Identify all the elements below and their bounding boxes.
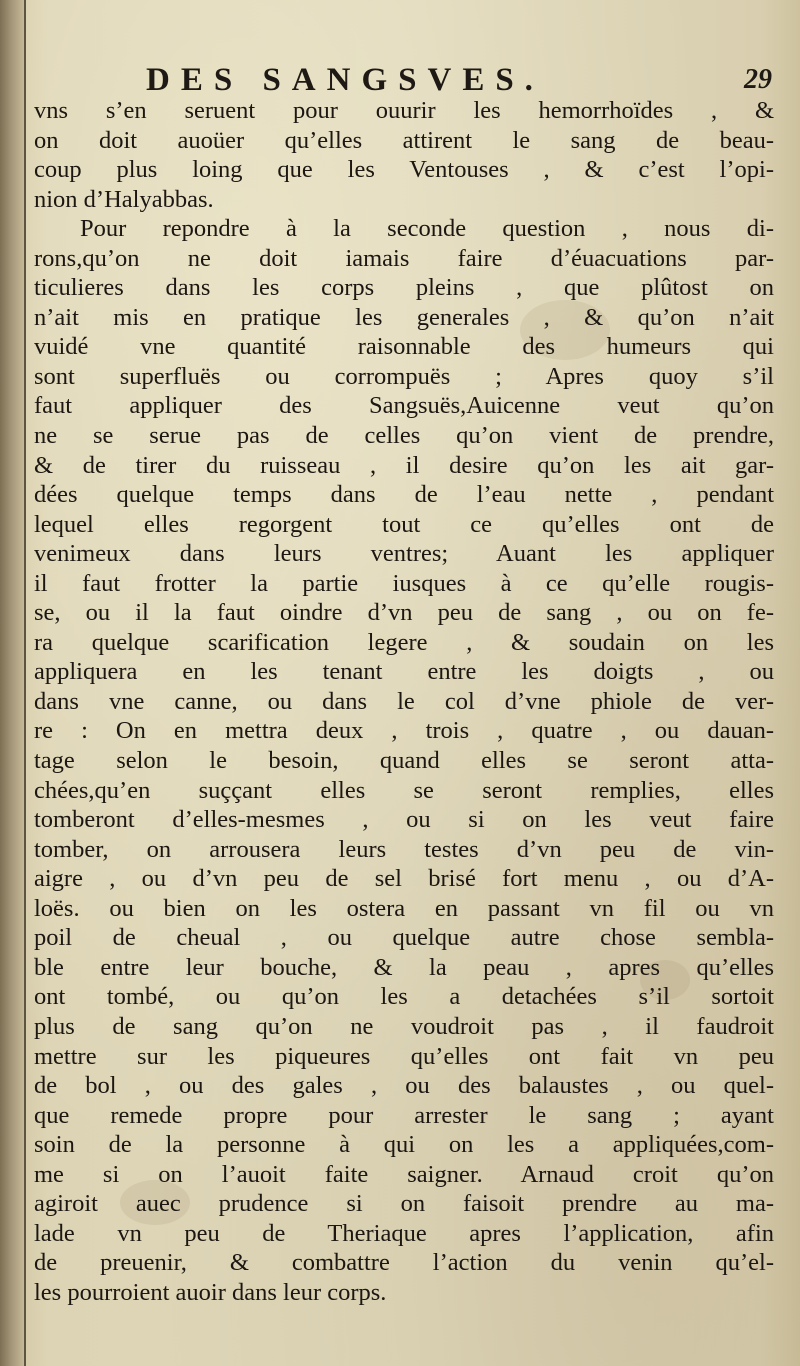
text-line: & de tirer du ruisseau , il desire qu’on les ait gar- — [34, 451, 774, 479]
gutter-edge-line — [24, 0, 26, 1366]
text-line: re : On en mettra deux , trois , quatre , ou dauan- — [34, 717, 774, 745]
text-line: dées quelque temps dans de l’eau nette , pendant — [34, 481, 774, 509]
text-line: aigre , ou d’vn peu de sel brisé fort menu , ou d’A- — [34, 865, 774, 893]
text-line: loës. ou bien on les ostera en passant vn fil ou vn — [34, 894, 774, 922]
text-line: les pourroient auoir dans leur corps. — [34, 1278, 387, 1306]
text-line: que remede propre pour arrester le sang ; ayant — [34, 1101, 774, 1129]
text-line: appliquera en les tenant entre les doigts , ou — [34, 658, 774, 686]
body-text — [34, 96, 774, 1307]
text-line: poil de cheual , ou quelque autre chose sembla- — [34, 924, 774, 952]
text-line: se, ou il la faut oindre d’vn peu de sang , ou on fe- — [34, 599, 774, 627]
text-line: lequel elles regorgent tout ce qu’elles ont de — [34, 510, 774, 538]
text-line: me si on l’auoit faite saigner. Arnaud croit qu’on — [34, 1160, 774, 1188]
text-line: venimeux dans leurs ventres; Auant les appliquer — [34, 540, 774, 568]
text-line: ne se serue pas de celles qu’on vient de prendre, — [34, 422, 774, 450]
text-line: ticulieres dans les corps pleins , que plûtost on — [34, 274, 774, 302]
text-line: de bol , ou des gales , ou des balaustes , ou quel- — [34, 1072, 774, 1100]
text-line: tomberont d’elles-mesmes , ou si on les veut faire — [34, 806, 774, 834]
text-line: plus de sang qu’on ne voudroit pas , il faudroit — [34, 1012, 774, 1040]
text-line: agiroit auec prudence si on faisoit prendre au ma- — [34, 1190, 774, 1218]
text-line: on doit auoüer qu’elles attirent le sang de beau- — [34, 126, 774, 154]
text-line: rons,qu’on ne doit iamais faire d’éuacuations par- — [34, 244, 774, 272]
text-line: vuidé vne quantité raisonnable des humeurs qui — [34, 333, 774, 361]
text-line: coup plus loing que les Ventouses , & c’est l’opi- — [34, 156, 774, 184]
text-line: tomber, on arrousera leurs testes d’vn peu de vin- — [34, 835, 774, 863]
text-line: ont tombé, ou qu’on les a detachées s’il sortoit — [34, 983, 774, 1011]
text-line: ra quelque scarification legere , & soudain on les — [34, 628, 774, 656]
text-line: soin de la personne à qui on les a appliquées,com- — [34, 1131, 774, 1159]
text-line: de preuenir, & combattre l’action du venin qu’el- — [34, 1249, 774, 1277]
text-line: mettre sur les piqueures qu’elles ont fait vn peu — [34, 1042, 774, 1070]
page-gutter — [0, 0, 26, 1366]
text-line: faut appliquer des Sangsuës,Auicenne veut qu’on — [34, 392, 774, 420]
text-line: il faut frotter la partie iusques à ce qu’elle rougis- — [34, 569, 774, 597]
text-line: lade vn peu de Theriaque apres l’application, afin — [34, 1219, 774, 1247]
text-line: nion d’Halyabbas. — [34, 185, 214, 213]
running-title: DES SANGSVES. — [146, 62, 544, 98]
text-line: tage selon le besoin, quand elles se seront atta- — [34, 747, 774, 775]
text-line: vns s’en seruent pour ouurir les hemorrhoïdes , & — [34, 97, 774, 124]
page-number: 29 — [744, 64, 772, 95]
running-head — [0, 60, 800, 100]
text-line: ble entre leur bouche, & la peau , apres qu’elles — [34, 953, 774, 981]
text-line: sont superfluës ou corrompuës ; Apres quoy s’il — [34, 362, 774, 390]
text-line: chées,qu’en suççant elles se seront remplies, elles — [34, 776, 774, 804]
text-line: Pour repondre à la seconde question , nous di- — [80, 215, 774, 243]
text-line: n’ait mis en pratique les generales , & qu’on n’ait — [34, 303, 774, 331]
text-line: dans vne canne, ou dans le col d’vne phiole de ver- — [34, 687, 774, 715]
